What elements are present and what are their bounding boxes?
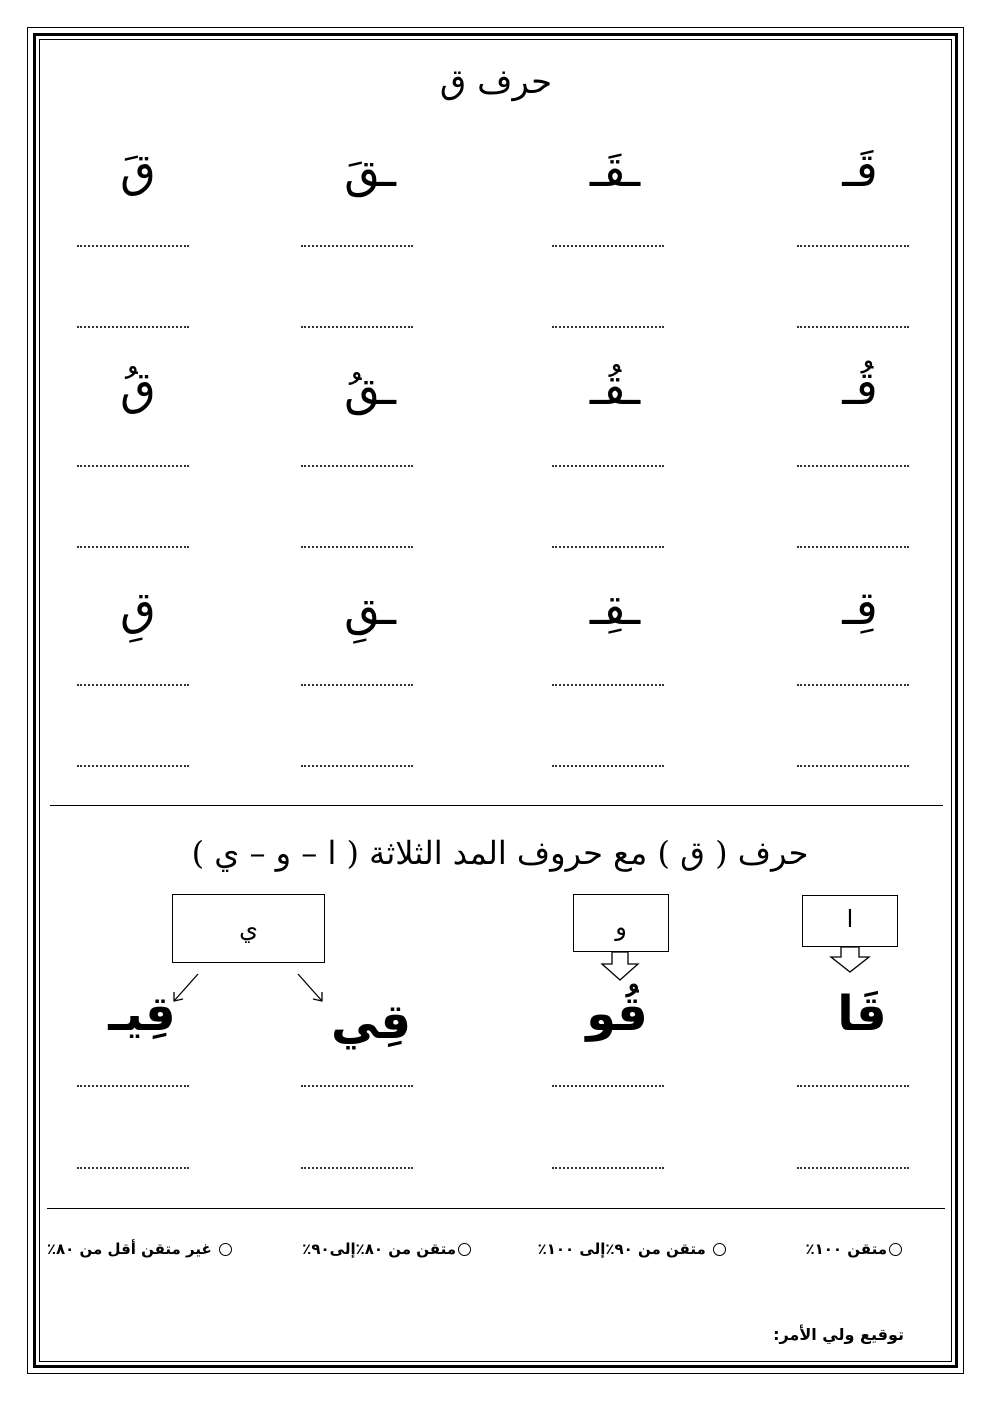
radio-circle-icon[interactable] bbox=[713, 1243, 726, 1256]
writing-line[interactable] bbox=[77, 1167, 189, 1169]
writing-line[interactable] bbox=[77, 1085, 189, 1087]
letter-kasra-initial: قِـ bbox=[842, 581, 878, 635]
box-waw: و bbox=[573, 894, 669, 952]
parent-signature-label: توقيع ولي الأمر: bbox=[773, 1325, 904, 1344]
writing-line[interactable] bbox=[301, 1085, 413, 1087]
letter-kasra-final: ـقِ bbox=[344, 581, 396, 635]
eval-option-1-label: متقن ١٠٠٪ bbox=[805, 1240, 887, 1258]
word-qu: قُو bbox=[586, 986, 648, 1042]
letter-kasra-medial: ـقِـ bbox=[589, 581, 641, 635]
box-ya: ي bbox=[172, 894, 325, 963]
word-qi: قِي bbox=[331, 994, 411, 1050]
word-qa: قَا bbox=[837, 986, 887, 1042]
eval-option-2-label: متقن من ٩٠٪إلى ١٠٠٪ bbox=[537, 1240, 706, 1258]
letter-damma-medial: ـقُـ bbox=[589, 361, 641, 415]
writing-line[interactable] bbox=[552, 1085, 664, 1087]
evaluation-divider bbox=[47, 1208, 945, 1209]
eval-option-4[interactable] bbox=[47, 1240, 234, 1258]
letter-fatha-medial: ـقَـ bbox=[589, 143, 641, 197]
down-arrow-icon bbox=[831, 947, 869, 972]
letter-damma-isolated: قُ bbox=[120, 361, 156, 415]
eval-option-3[interactable] bbox=[302, 1240, 473, 1258]
eval-option-2[interactable] bbox=[538, 1240, 728, 1258]
letter-fatha-initial: قَـ bbox=[842, 143, 878, 197]
down-arrow-icon bbox=[602, 952, 638, 980]
word-qi-connected: قِيـ bbox=[108, 986, 176, 1042]
eval-option-4-label: غير متقن أقل من ٨٠٪ bbox=[46, 1240, 212, 1258]
eval-option-1[interactable] bbox=[805, 1240, 904, 1258]
writing-line[interactable] bbox=[301, 1167, 413, 1169]
radio-circle-icon[interactable] bbox=[219, 1243, 232, 1256]
madd-section-title: حرف ( ق ) مع حروف المد الثلاثة ( ا – و – ي ) bbox=[191, 834, 809, 872]
radio-circle-icon[interactable] bbox=[458, 1243, 471, 1256]
letter-fatha-final: ـقَ bbox=[344, 143, 396, 197]
box-alif: ا bbox=[802, 895, 898, 947]
writing-line[interactable] bbox=[552, 1167, 664, 1169]
page-title: حرف ق bbox=[439, 62, 553, 102]
letter-fatha-isolated: قَ bbox=[120, 143, 156, 197]
radio-circle-icon[interactable] bbox=[889, 1243, 902, 1256]
letter-kasra-isolated: قِ bbox=[120, 581, 156, 635]
writing-line[interactable] bbox=[797, 1085, 909, 1087]
letter-damma-final: ـقُ bbox=[344, 361, 396, 415]
writing-line[interactable] bbox=[797, 1167, 909, 1169]
letter-damma-initial: قُـ bbox=[842, 361, 878, 415]
eval-option-3-label: متقن من ٨٠٪إلى٩٠٪ bbox=[302, 1240, 456, 1258]
